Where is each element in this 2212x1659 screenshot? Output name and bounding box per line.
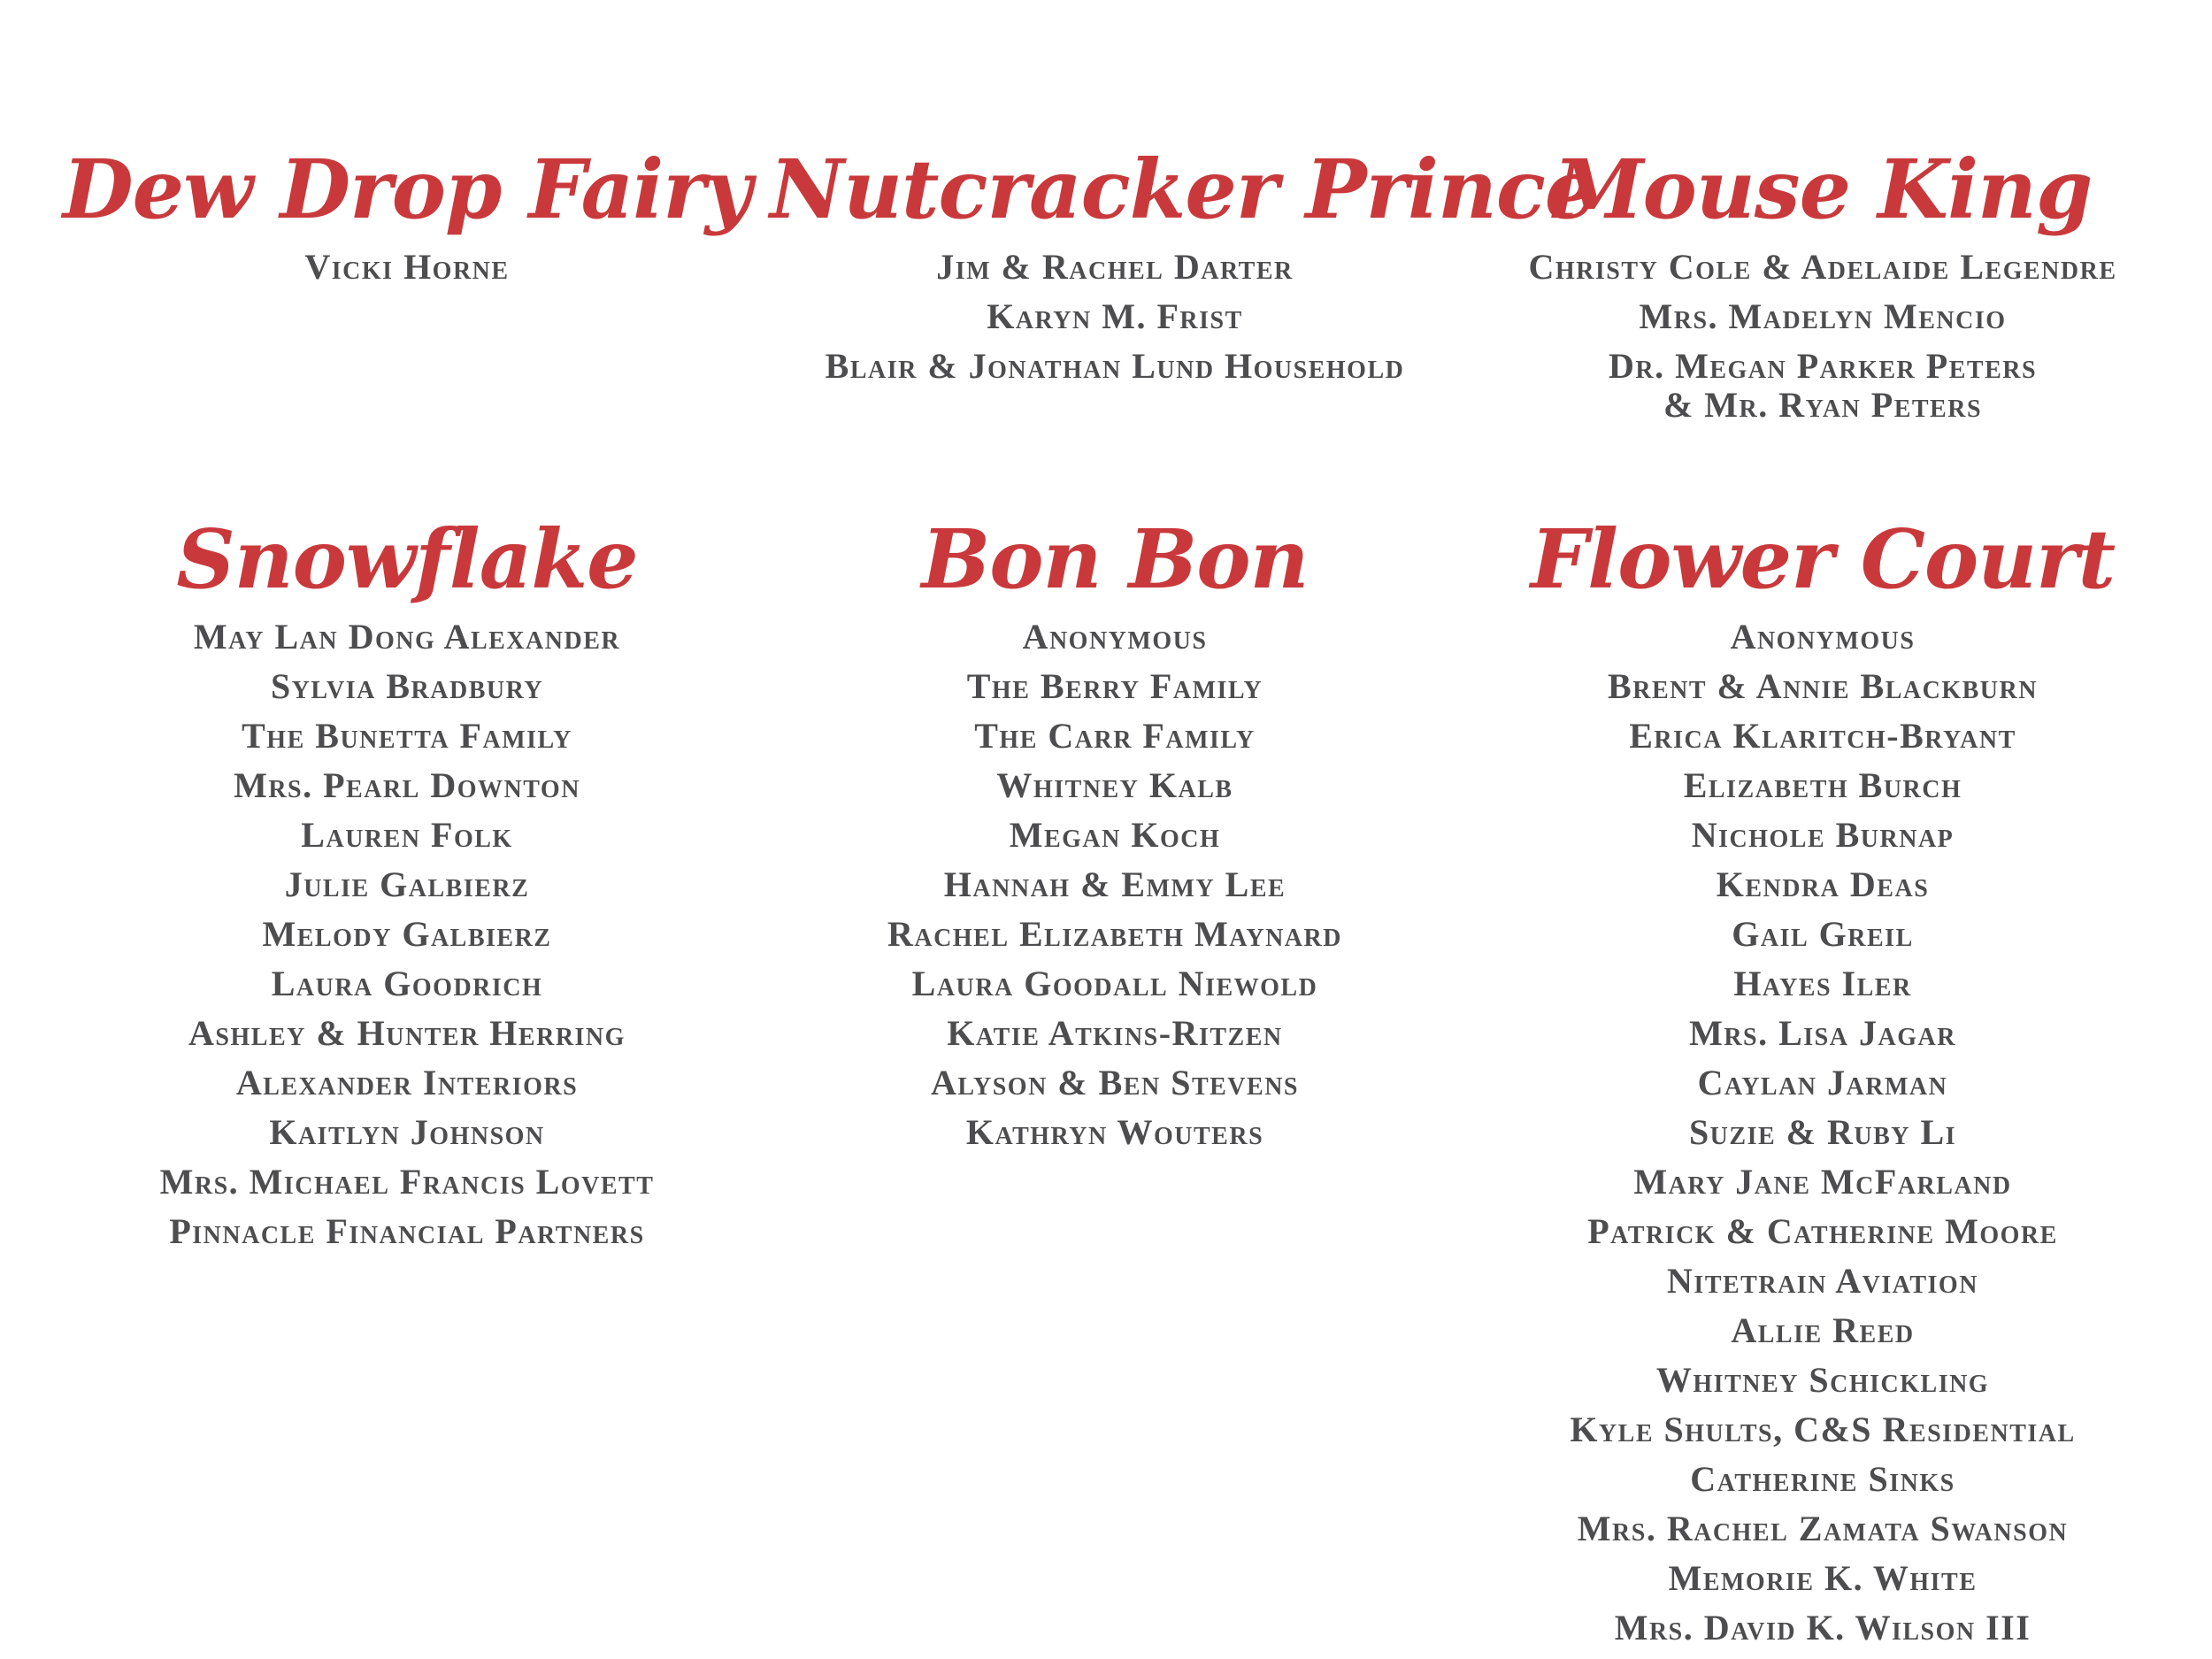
- donor-name: Katie Atkins-Ritzen: [947, 1013, 1283, 1054]
- tier-title: Flower Court: [1530, 511, 2116, 608]
- donor-name: Jim & Rachel Darter: [936, 247, 1294, 288]
- donor-name: Patrick & Catherine Moore: [1587, 1211, 2058, 1252]
- donor-name: Mrs. Madelyn Mencio: [1639, 296, 2007, 337]
- tier-title: Dew Drop Fairy: [62, 142, 752, 238]
- donor-list: [770, 242, 1460, 391]
- donor-name: Whitney Kalb: [996, 765, 1233, 806]
- donor-name: Kaitlyn Johnson: [269, 1112, 545, 1153]
- tier-dew-drop-fairy: [62, 81, 752, 292]
- donor-name: The Berry Family: [966, 666, 1263, 707]
- donor-name: Kyle Shults, C&S Residential: [1570, 1409, 2076, 1450]
- donor-list: [1469, 242, 2177, 425]
- donor-list: [62, 612, 752, 1256]
- donor-name: Caylan Jarman: [1697, 1063, 1948, 1103]
- donor-name: Allie Reed: [1731, 1310, 1915, 1351]
- donor-name: Melody Galbierz: [262, 914, 552, 955]
- donor-name: Mrs. Rachel Zamata Swanson: [1577, 1509, 2069, 1549]
- donor-name: Mrs. David K. Wilson III: [1614, 1608, 2032, 1648]
- donor-name: Alexander Interiors: [235, 1063, 579, 1103]
- donor-name: Ashley & Hunter Herring: [188, 1013, 626, 1054]
- donor-name: Mrs. Pearl Downton: [234, 765, 580, 806]
- donor-name: Catherine Sinks: [1690, 1459, 1955, 1500]
- donor-name: Blair & Jonathan Lund Household: [825, 346, 1405, 387]
- tier-bon-bon: [770, 451, 1460, 1157]
- donor-name: Brent & Annie Blackburn: [1608, 666, 2038, 707]
- tier-title: Nutcracker Prince: [770, 142, 1596, 238]
- donor-name: Karyn M. Frist: [987, 296, 1243, 337]
- donor-name: Memorie K. White: [1668, 1558, 1978, 1599]
- donor-name: Nichole Burnap: [1691, 815, 1955, 856]
- tier-nutcracker-prince: [770, 81, 1596, 391]
- donor-name: May Lan Dong Alexander: [193, 617, 621, 657]
- donor-name: Gail Greil: [1732, 914, 1914, 955]
- donor-name: The Bunetta Family: [242, 716, 572, 757]
- donor-name: Christy Cole & Adelaide Legendre: [1528, 247, 2117, 288]
- donor-name: Pinnacle Financial Partners: [169, 1211, 645, 1252]
- donor-name: Suzie & Ruby Li: [1688, 1112, 1957, 1153]
- donor-name: Vicki Horne: [304, 247, 510, 288]
- donor-name: & Mr. Ryan Peters: [1663, 385, 1983, 426]
- donor-name: Mrs. Lisa Jagar: [1689, 1013, 1956, 1054]
- tier-title: Bon Bon: [921, 511, 1309, 608]
- donor-name: Whitney Schickling: [1655, 1360, 1990, 1401]
- donor-name: Laura Goodrich: [271, 964, 543, 1004]
- donor-name: Kendra Deas: [1716, 864, 1930, 905]
- tier-mouse-king: [1469, 81, 2177, 425]
- donor-name: Rachel Elizabeth Maynard: [887, 914, 1342, 955]
- donor-name: Hannah & Emmy Lee: [943, 864, 1286, 905]
- donor-name: Laura Goodall Niewold: [911, 964, 1318, 1004]
- tier-flower-court: [1469, 451, 2177, 1653]
- donor-name: Sylvia Bradbury: [270, 666, 544, 707]
- donor-name: Alyson & Ben Stevens: [931, 1063, 1299, 1103]
- donor-name: Kathryn Wouters: [965, 1112, 1264, 1153]
- donor-list: [62, 242, 752, 292]
- donor-name: Julie Galbierz: [284, 864, 530, 905]
- tier-title: Mouse King: [1553, 142, 2093, 238]
- donor-name: Anonymous: [1730, 617, 1916, 657]
- donor-name: Dr. Megan Parker Peters: [1608, 346, 2038, 387]
- donor-name: Megan Koch: [1009, 815, 1221, 856]
- donor-name: Hayes Iler: [1733, 964, 1912, 1004]
- donor-name: The Carr Family: [974, 716, 1256, 757]
- tier-snowflake: [62, 451, 752, 1256]
- donor-name: Erica Klaritch-Bryant: [1629, 716, 2016, 757]
- donor-list: [1469, 612, 2177, 1653]
- donor-name: Anonymous: [1022, 617, 1208, 657]
- donor-name: Lauren Folk: [301, 815, 513, 856]
- tier-title: Snowflake: [176, 511, 638, 608]
- donor-name: Nitetrain Aviation: [1667, 1261, 1978, 1302]
- donor-name: Mrs. Michael Francis Lovett: [159, 1162, 655, 1202]
- donor-list: [770, 612, 1460, 1157]
- donor-name: Elizabeth Burch: [1683, 765, 1962, 806]
- donor-name: Mary Jane McFarland: [1633, 1162, 2012, 1202]
